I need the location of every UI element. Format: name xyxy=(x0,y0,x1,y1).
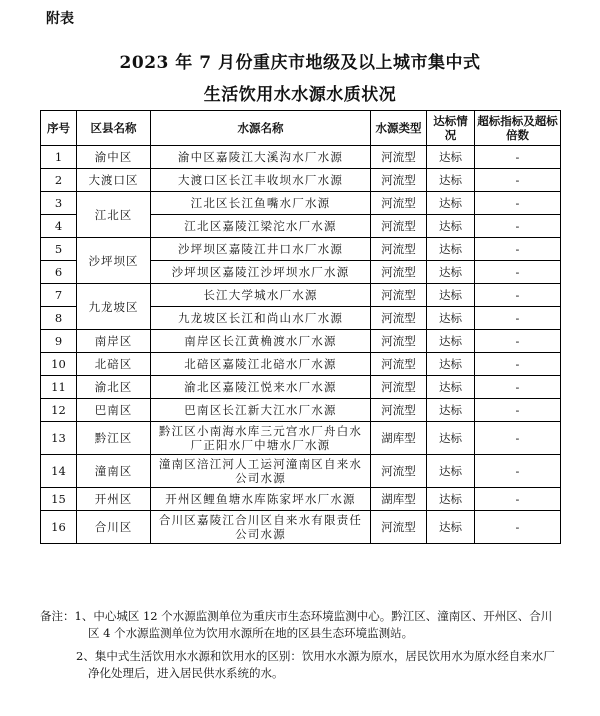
row-type: 河流型 xyxy=(371,511,427,544)
row-type: 河流型 xyxy=(371,330,427,353)
table-row xyxy=(41,488,561,511)
row-type: 湖库型 xyxy=(371,422,427,455)
row-source: 开州区鲤鱼塘水库陈家坪水厂水源 xyxy=(151,488,371,511)
row-status: 达标 xyxy=(427,192,475,215)
row-exceed: - xyxy=(475,399,561,422)
report-title-line-2: 生活饮用水水源水质状况 xyxy=(203,85,397,105)
row-type: 河流型 xyxy=(371,146,427,169)
row-no: 1 xyxy=(41,146,77,169)
row-source: 渝北区嘉陵江悦来水厂水源 xyxy=(151,376,371,399)
row-district: 九龙坡区 xyxy=(77,284,151,330)
row-district: 渝中区 xyxy=(77,146,151,169)
row-district: 南岸区 xyxy=(77,330,151,353)
report-title-line-1: 2023 年 7 月份重庆市地级及以上城市集中式 xyxy=(119,53,481,73)
row-source: 长江大学城水厂水源 xyxy=(151,284,371,307)
row-no: 3 xyxy=(41,192,77,215)
row-source: 江北区嘉陵江梁沱水厂水源 xyxy=(151,215,371,238)
row-source: 江北区长江鱼嘴水厂水源 xyxy=(151,192,371,215)
row-no: 6 xyxy=(41,261,77,284)
row-exceed: - xyxy=(475,511,561,544)
row-source: 九龙坡区长江和尚山水厂水源 xyxy=(151,307,371,330)
header-exceed: 超标指标及超标倍数 xyxy=(475,111,561,146)
row-type: 河流型 xyxy=(371,307,427,330)
row-district: 北碚区 xyxy=(77,353,151,376)
row-source: 黔江区小南海水库三元宫水厂舟白水厂正阳水厂中塘水厂水源 xyxy=(151,422,371,455)
row-no: 2 xyxy=(41,169,77,192)
row-source: 沙坪坝区嘉陵江沙坪坝水厂水源 xyxy=(151,261,371,284)
row-status: 达标 xyxy=(427,261,475,284)
annex-label: 附表 xyxy=(46,11,74,27)
row-status: 达标 xyxy=(427,215,475,238)
row-status: 达标 xyxy=(427,238,475,261)
row-exceed: - xyxy=(475,376,561,399)
row-exceed: - xyxy=(475,455,561,488)
row-type: 河流型 xyxy=(371,455,427,488)
row-status: 达标 xyxy=(427,307,475,330)
row-type: 河流型 xyxy=(371,399,427,422)
row-source: 北碚区嘉陵江北碚水厂水源 xyxy=(151,353,371,376)
row-source: 巴南区长江新大江水厂水源 xyxy=(151,399,371,422)
table-row xyxy=(41,284,561,307)
table-row xyxy=(41,455,561,488)
header-district: 区县名称 xyxy=(77,111,151,146)
row-status: 达标 xyxy=(427,284,475,307)
table-row xyxy=(41,353,561,376)
row-status: 达标 xyxy=(427,169,475,192)
row-status: 达标 xyxy=(427,353,475,376)
header-status: 达标情况 xyxy=(427,111,475,146)
row-district: 潼南区 xyxy=(77,455,151,488)
row-source: 大渡口区长江丰收坝水厂水源 xyxy=(151,169,371,192)
table-row xyxy=(41,330,561,353)
row-source: 潼南区涪江河人工运河潼南区自来水公司水源 xyxy=(151,455,371,488)
row-district: 黔江区 xyxy=(77,422,151,455)
row-no: 13 xyxy=(41,422,77,455)
table-header-row xyxy=(41,111,561,146)
row-status: 达标 xyxy=(427,146,475,169)
row-no: 15 xyxy=(41,488,77,511)
table-row xyxy=(41,399,561,422)
header-source: 水源名称 xyxy=(151,111,371,146)
notes-section xyxy=(40,608,560,682)
row-no: 9 xyxy=(41,330,77,353)
row-district: 渝北区 xyxy=(77,376,151,399)
row-status: 达标 xyxy=(427,488,475,511)
water-quality-table xyxy=(40,110,561,544)
note-2: 2、集中式生活饮用水水源和饮用水的区别：饮用水水源为原水，居民饮用水为原水经自来水厂净化处理后，进入居民供水系统的水。 xyxy=(76,649,555,680)
row-no: 10 xyxy=(41,353,77,376)
row-status: 达标 xyxy=(427,422,475,455)
row-source: 南岸区长江黄桷渡水厂水源 xyxy=(151,330,371,353)
row-type: 河流型 xyxy=(371,284,427,307)
row-status: 达标 xyxy=(427,511,475,544)
row-exceed: - xyxy=(475,284,561,307)
row-status: 达标 xyxy=(427,376,475,399)
row-type: 河流型 xyxy=(371,238,427,261)
row-district: 江北区 xyxy=(77,192,151,238)
row-type: 河流型 xyxy=(371,353,427,376)
row-status: 达标 xyxy=(427,330,475,353)
row-type: 河流型 xyxy=(371,169,427,192)
row-status: 达标 xyxy=(427,455,475,488)
table-row xyxy=(41,169,561,192)
row-no: 12 xyxy=(41,399,77,422)
row-type: 河流型 xyxy=(371,376,427,399)
row-type: 河流型 xyxy=(371,192,427,215)
row-no: 5 xyxy=(41,238,77,261)
row-exceed: - xyxy=(475,169,561,192)
row-exceed: - xyxy=(475,488,561,511)
table-row xyxy=(41,422,561,455)
row-exceed: - xyxy=(475,215,561,238)
row-exceed: - xyxy=(475,238,561,261)
row-district: 巴南区 xyxy=(77,399,151,422)
row-no: 8 xyxy=(41,307,77,330)
row-source: 渝中区嘉陵江大溪沟水厂水源 xyxy=(151,146,371,169)
row-no: 16 xyxy=(41,511,77,544)
table-row xyxy=(41,376,561,399)
row-type: 河流型 xyxy=(371,215,427,238)
row-exceed: - xyxy=(475,146,561,169)
row-district: 大渡口区 xyxy=(77,169,151,192)
row-status: 达标 xyxy=(427,399,475,422)
row-exceed: - xyxy=(475,330,561,353)
row-no: 7 xyxy=(41,284,77,307)
row-source: 沙坪坝区嘉陵江井口水厂水源 xyxy=(151,238,371,261)
row-no: 11 xyxy=(41,376,77,399)
row-exceed: - xyxy=(475,307,561,330)
header-type: 水源类型 xyxy=(371,111,427,146)
table-row xyxy=(41,511,561,544)
table-row xyxy=(41,146,561,169)
table-row xyxy=(41,238,561,261)
row-district: 沙坪坝区 xyxy=(77,238,151,284)
table-row xyxy=(41,192,561,215)
row-exceed: - xyxy=(475,353,561,376)
row-type: 河流型 xyxy=(371,261,427,284)
note-1: 备注：1、中心城区 12 个水源监测单位为重庆市生态环境监测中心。黔江区、潼南区、开州区、合川区 4 个水源监测单位为饮用水源所在地的区县生态环境监测站。 xyxy=(40,609,553,640)
row-no: 14 xyxy=(41,455,77,488)
row-exceed: - xyxy=(475,192,561,215)
row-source: 合川区嘉陵江合川区自来水有限责任公司水源 xyxy=(151,511,371,544)
row-exceed: - xyxy=(475,422,561,455)
header-no: 序号 xyxy=(41,111,77,146)
row-type: 湖库型 xyxy=(371,488,427,511)
row-district: 合川区 xyxy=(77,511,151,544)
row-district: 开州区 xyxy=(77,488,151,511)
row-exceed: - xyxy=(475,261,561,284)
row-no: 4 xyxy=(41,215,77,238)
